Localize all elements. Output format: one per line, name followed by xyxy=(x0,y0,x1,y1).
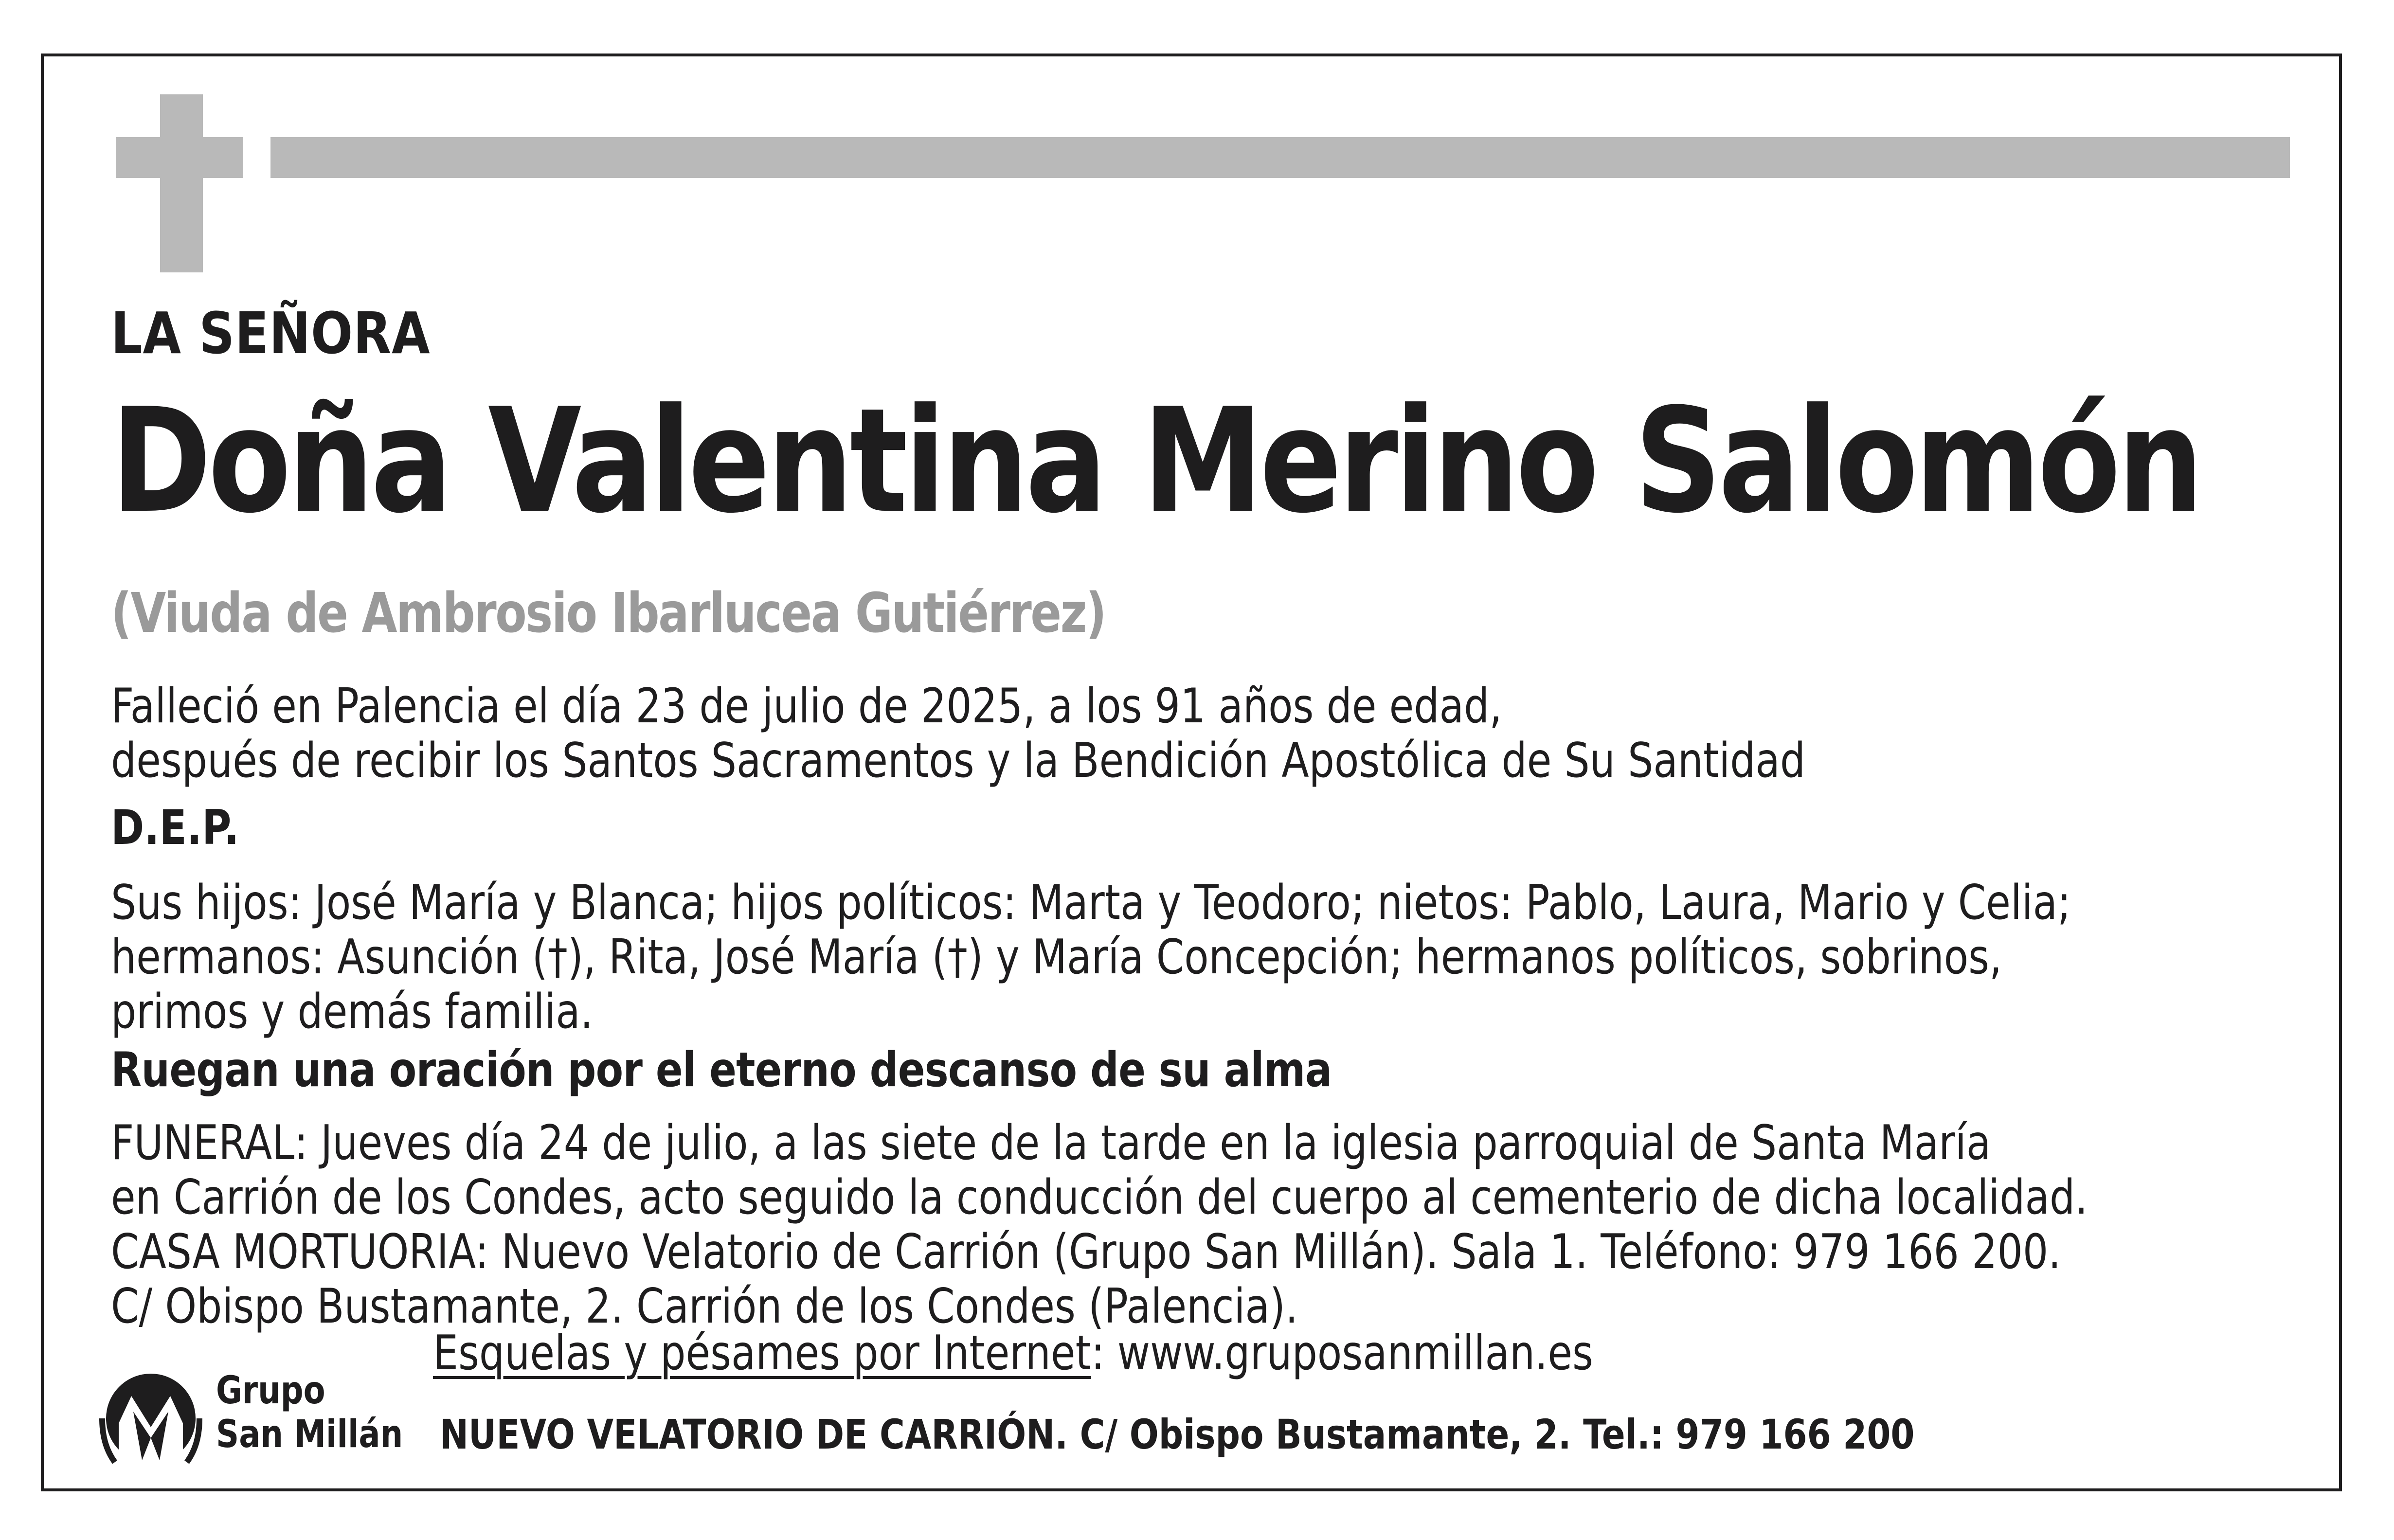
internet-line xyxy=(433,1326,1593,1380)
logo-text-line-1: Grupo xyxy=(216,1369,325,1413)
family-line-2: hermanos: Asunción (†), Rita, José María (†) y María Concepción; hermanos políticos, sobrinos, xyxy=(111,930,2002,985)
prayer-request: Ruegan una oración por el eterno descanso de su alma xyxy=(111,1042,1332,1098)
widow-of: (Viuda de Ambrosio Ibarlucea Gutiérrez) xyxy=(111,582,1106,645)
honorific: LA SEÑORA xyxy=(111,300,431,367)
death-line-1: Falleció en Palencia el día 23 de julio de 2025, a los 91 años de edad, xyxy=(111,679,1502,734)
logo-text-line-2: San Millán xyxy=(216,1413,403,1456)
cross-icon-horizontal xyxy=(116,137,243,178)
header-rule xyxy=(270,137,2290,178)
deceased-name: Doña Valentina Merino Salomón xyxy=(111,377,2200,545)
family-line-1: Sus hijos: José María y Blanca; hijos políticos: Marta y Teodoro; nietos: Pablo, Laura, Mario y Celia; xyxy=(111,875,2071,931)
funeral-line-3: CASA MORTUORIA: Nuevo Velatorio de Carrión (Grupo San Millán). Sala 1. Teléfono: 979 166 200. xyxy=(111,1224,2061,1280)
death-line-2: después de recibir los Santos Sacramentos y la Bendición Apostólica de Su Santidad xyxy=(111,733,1806,788)
funeral-line-2: en Carrión de los Condes, acto seguido la conducción del cuerpo al cementerio de dicha localidad. xyxy=(111,1170,2088,1225)
funeral-line-1: FUNERAL: Jueves día 24 de julio, a las siete de la tarde en la iglesia parroquial de Santa María xyxy=(111,1115,1991,1171)
internet-separator: : xyxy=(1091,1325,1117,1381)
internet-label: Esquelas y pésames por Internet xyxy=(433,1325,1091,1381)
grupo-san-millan-logo-icon xyxy=(97,1365,204,1472)
funeral-line-4: C/ Obispo Bustamante, 2. Carrión de los Condes (Palencia). xyxy=(111,1279,1298,1334)
dep-heading: D.E.P. xyxy=(111,800,239,856)
cross-icon-vertical xyxy=(160,94,203,272)
family-line-3: primos y demás familia. xyxy=(111,984,593,1039)
footer-address: NUEVO VELATORIO DE CARRIÓN. C/ Obispo Bustamante, 2. Tel.: 979 166 200 xyxy=(440,1411,1915,1458)
internet-url[interactable]: www.gruposanmillan.es xyxy=(1117,1325,1593,1381)
